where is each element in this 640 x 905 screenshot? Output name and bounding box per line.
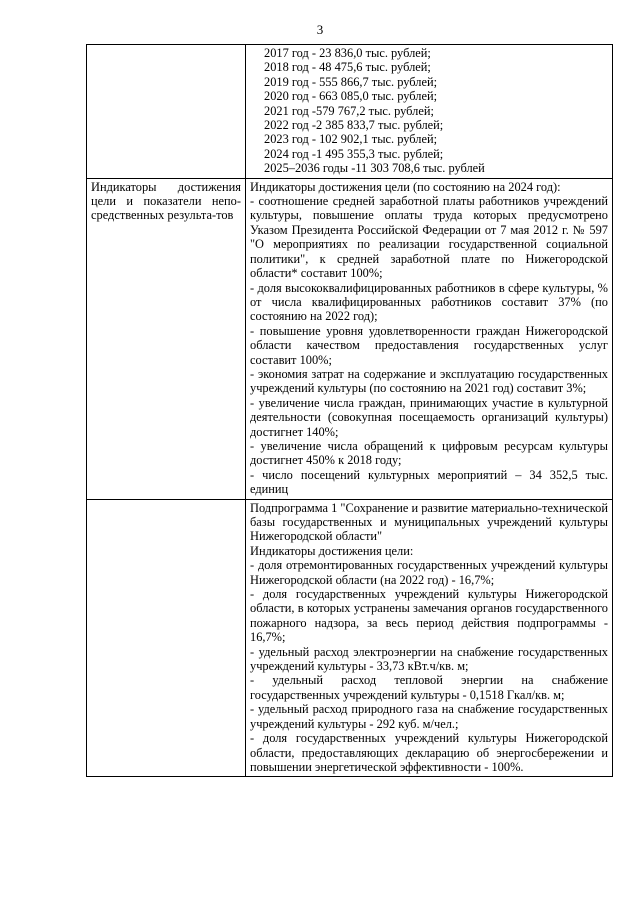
funding-row [87, 45, 613, 179]
indicators-label-cell [87, 178, 246, 499]
subprogram-indicators-heading: Индикаторы достижения цели: [250, 543, 414, 558]
indicators-heading: Индикаторы достижения цели (по состоянию на 2024 год): [250, 179, 561, 194]
funding-year-2017: 2017 год - 23 836,0 тыс. рублей; [264, 46, 431, 60]
subprogram-heat: - удельный расход тепловой энергии на снабжение государственных учреждений культуры - 0,1518 Гкал/кв. м; [250, 673, 608, 702]
indicators-label: Индикаторы достижения цели и показатели непо-средственных результа-тов [91, 179, 241, 223]
subprogram-row [87, 499, 613, 777]
funding-year-2020: 2020 год - 663 085,0 тыс. рублей; [264, 89, 438, 104]
indicator-event-visits: - число посещений культурных мероприятий – 34 352,5 тыс. единиц [250, 467, 608, 497]
funding-year-2021: 2021 год -579 767,2 тыс. рублей; [264, 103, 434, 118]
indicator-satisfaction: - повышение уровня удовлетворенности граждан Нижегородской области качеством предоставления государственных услуг составит 100%; [250, 323, 608, 367]
subprogram-electricity: - удельный расход электроэнергии на снабжение государственных учреждений культуры - 33,73 кВт.ч/кв. м; [250, 644, 608, 674]
subprogram-label-cell [87, 499, 246, 777]
subprogram-gas: - удельный расход природного газа на снабжение государственных учреждений культуры - 292 куб. м/чел.; [250, 702, 608, 731]
funding-list [250, 46, 608, 176]
indicators-row [87, 178, 613, 499]
funding-years-2025-2036: 2025–2036 годы -11 303 708,6 тыс. рублей [264, 161, 485, 176]
indicators-values-cell [246, 178, 613, 499]
page-number: 3 [316, 22, 324, 37]
funding-year-2019: 2019 год - 555 866,7 тыс. рублей; [264, 74, 438, 89]
subprogram-energy-declaration: - доля государственных учреждений культуры Нижегородской области, предоставляющих декларацию об энергосбережении и повышении энергетической эффективности - 100%. [250, 731, 608, 774]
subprogram-title: Подпрограмма 1 "Сохранение и развитие материально-технической базы государственных и муниципальных учреждений культуры Нижегородской области" [250, 500, 608, 544]
indicator-qualified-staff: - доля высококвалифицированных работников в сфере культуры, % от числа квалифицированных работников составит 37% (по состоянию на 2022 год); [250, 280, 608, 324]
passport-table [86, 44, 613, 777]
subprogram-values-cell [246, 499, 613, 777]
subprogram-fire-compliance: - доля государственных учреждений культуры Нижегородской области, в которых устранены замечания органов государственного пожарного надзора, за весь период действия подпрограммы - 16,7%; [250, 587, 608, 645]
funding-year-2022: 2022 год -2 385 833,7 тыс. рублей; [264, 118, 444, 133]
indicator-participation: - увеличение числа граждан, принимающих участие в культурной деятельности (совокупная посещаемость организаций культуры) достигнет 140%; [250, 395, 608, 439]
indicator-cost-savings: - экономия затрат на содержание и эксплуатацию государственных учреждений культуры (по состоянию на 2021 год) составит 3%; [250, 366, 608, 396]
indicator-digital-resources: - увеличение числа обращений к цифровым ресурсам культуры достигнет 450% к 2018 году; [250, 438, 608, 468]
subprogram-repaired-share: - доля отремонтированных государственных учреждений культуры Нижегородской области (на 2022 год) - 16,7%; [250, 558, 608, 587]
funding-year-2018: 2018 год - 48 475,6 тыс. рублей; [264, 60, 431, 75]
funding-values-cell [246, 45, 613, 179]
indicator-salary-ratio: - соотношение средней заработной платы работников учреждений культуры, повышение оплаты труда которых предусмотрено Указом Президента Российской Федерации от 7 мая 2012 г. № 597 "О мероприятиях по реализации государственной социальной политики", к средней заработной плате по Нижегородской области* составит 100%; [250, 194, 608, 281]
funding-label-cell [87, 45, 246, 179]
funding-year-2024: 2024 год -1 495 355,3 тыс. рублей; [264, 146, 444, 161]
funding-year-2023: 2023 год - 102 902,1 тыс. рублей; [264, 132, 438, 147]
